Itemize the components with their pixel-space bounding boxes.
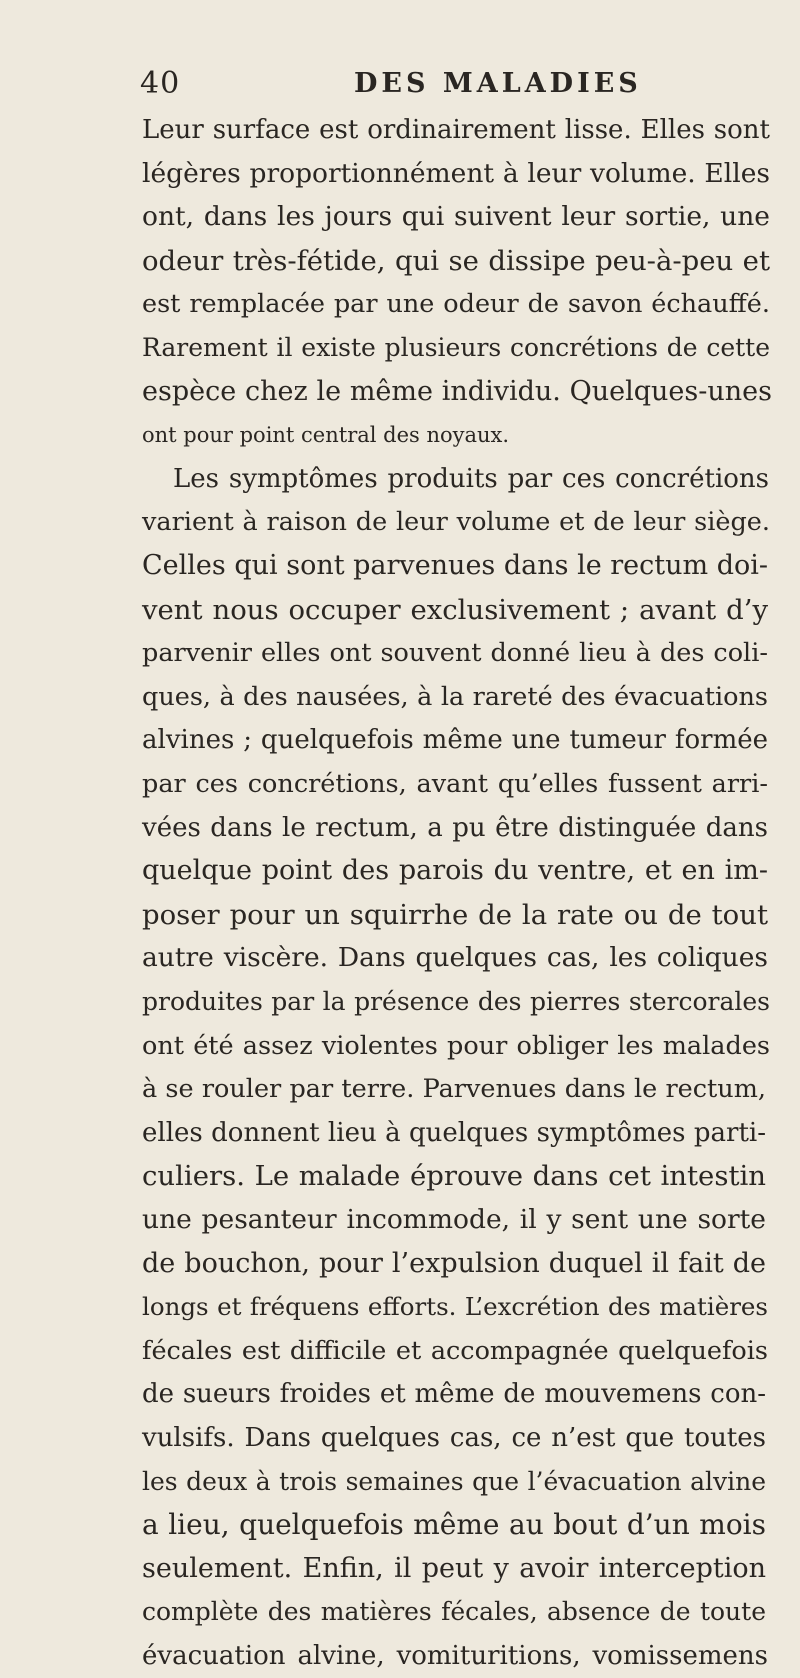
text-line: les deux à trois semaines que l’évacuation alvine [142,1467,766,1496]
text-line: seulement. Enfin, il peut y avoir interception [142,1553,766,1584]
text-line: vent nous occuper exclusivement ; avant d’y [142,594,768,626]
text-line: ques, à des nausées, à la rareté des évacuations [142,682,768,712]
page-number: 40 [140,66,181,101]
running-head [0,66,800,106]
text-line: de sueurs froides et même de mouvemens con- [142,1379,766,1409]
text-line: est remplacée par une odeur de savon échauffé. [142,289,770,319]
text-line: elles donnent lieu à quelques symptômes parti- [142,1118,766,1148]
text-line: autre viscère. Dans quelques cas, les coliques [142,942,768,973]
text-line: ont pour point central des noyaux. [142,423,510,447]
text-line: produites par la présence des pierres stercorales [142,987,770,1016]
text-line: varient à raison de leur volume et de leur siège. [142,507,770,537]
text-line: de bouchon, pour l’expulsion duquel il fait de [142,1248,766,1279]
text-line: odeur très-fétide, qui se dissipe peu-à-peu et [142,245,770,277]
text-line: longs et fréquens efforts. L’excrétion des matières [142,1292,768,1321]
text-line: quelque point des parois du ventre, et en im- [142,855,768,886]
text-line: culiers. Le malade éprouve dans cet intestin [142,1160,766,1192]
text-line: Rarement il existe plusieurs concrétions de cette [142,333,770,362]
running-title: DES MALADIES [354,68,642,99]
text-line: a lieu, quelquefois même au bout d’un mois [142,1508,766,1541]
text-line: Leur surface est ordinairement lisse. Elles sont [142,115,770,145]
text-line: complète des matières fécales, absence de toute [142,1597,766,1626]
text-line: par ces concrétions, avant qu’elles fussent arri- [142,769,768,799]
text-line: espèce chez le même individu. Quelques-unes [142,376,772,407]
text-line: ont, dans les jours qui suivent leur sortie, une [142,201,770,232]
text-line: fécales est difficile et accompagnée quelquefois [142,1336,768,1366]
text-line: vées dans le rectum, a pu être distinguée dans [142,813,768,843]
text-line: alvines ; quelquefois même une tumeur formée [142,725,768,755]
text-line: une pesanteur incommode, il y sent une sorte [142,1204,766,1235]
text-line: vulsifs. Dans quelques cas, ce n’est que toutes [142,1423,766,1453]
text-line: légères proportionnément à leur volume. Elles [142,158,770,189]
text-line: ont été assez violentes pour obliger les malades [142,1031,770,1061]
text-line: Les symptômes produits par ces concrétions [173,464,769,494]
text-line: à se rouler par terre. Parvenues dans le rectum, [142,1074,766,1104]
text-line: évacuation alvine, vomituritions, vomissemens [142,1641,768,1671]
text-line: Celles qui sont parvenues dans le rectum doi- [142,550,768,581]
text-line: poser pour un squirrhe de la rate ou de tout [142,899,768,931]
text-line: parvenir elles ont souvent donné lieu à des coli- [142,638,768,668]
